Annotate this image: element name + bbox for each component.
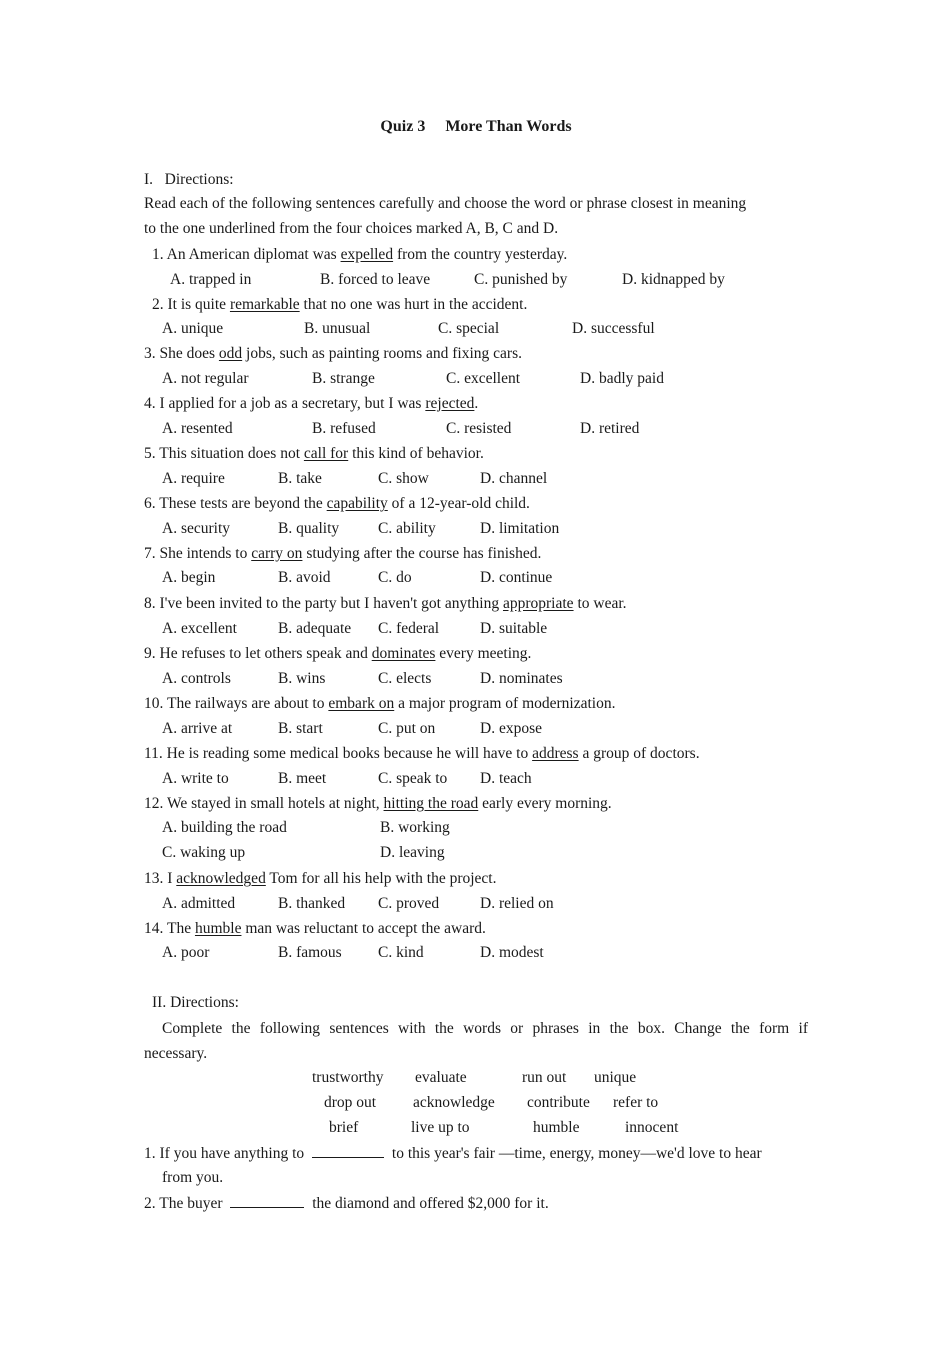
word-box-item: innocent [625, 1119, 679, 1136]
section1-directions-line1: Read each of the following sentences carefully and choose the word or phrase closest in meaning [144, 195, 747, 212]
answer-option[interactable]: B. wins [278, 670, 326, 687]
answer-option[interactable]: B. quality [278, 520, 340, 537]
section1-directions-line2: to the one underlined from the four choices marked A, B, C and D. [144, 220, 559, 237]
section2-heading: II. Directions: [152, 994, 239, 1011]
word-box-item: humble [533, 1119, 580, 1136]
underlined-word: humble [194, 920, 242, 937]
word-box-item: acknowledge [413, 1094, 495, 1111]
question-text: 9. He refuses to let others speak and [144, 645, 372, 662]
answer-option[interactable]: C. excellent [446, 370, 521, 387]
answer-option[interactable]: B. take [278, 470, 322, 487]
answer-option[interactable]: B. start [278, 720, 323, 737]
word-box-item: brief [329, 1119, 359, 1136]
answer-option[interactable]: D. nominates [480, 670, 563, 687]
word-box-item: live up to [411, 1119, 470, 1136]
underlined-word: expelled [340, 246, 394, 263]
underlined-word: hitting the road [383, 795, 479, 812]
fill-in-sentence [144, 1143, 762, 1164]
question-stem [152, 295, 527, 315]
question-text: from the country yesterday. [393, 246, 568, 263]
answer-option[interactable]: A. require [162, 470, 225, 487]
question-text: . [474, 395, 479, 412]
answer-blank[interactable] [312, 1143, 384, 1158]
question-text: 10. The railways are about to [144, 695, 329, 712]
section1-number: I. [144, 171, 154, 188]
question-stem [152, 245, 567, 265]
question-text: Tom for all his help with the project. [265, 870, 497, 887]
section2-directions-line1: Complete the following sentences with the words or phrases in the box. Change the form if [162, 1020, 808, 1037]
section2-directions-line2: necessary. [144, 1045, 208, 1062]
question-text: 3. She does [144, 345, 219, 362]
question-text: every meeting. [435, 645, 532, 662]
answer-option[interactable]: B. meet [278, 770, 327, 787]
question-text: 2. It is quite [152, 296, 230, 313]
answer-option[interactable]: C. speak to [378, 770, 448, 787]
section1-heading [144, 170, 234, 190]
underlined-word: appropriate [502, 595, 574, 612]
answer-blank[interactable] [230, 1193, 304, 1208]
sentence-text: to this year's fair —time, energy, money—we'd love to hear [388, 1145, 762, 1162]
question-text: that no one was hurt in the accident. [299, 296, 528, 313]
question-text: 11. He is reading some medical books because he will have to [144, 745, 533, 762]
answer-option[interactable]: A. arrive at [162, 720, 233, 737]
answer-option[interactable]: B. strange [312, 370, 375, 387]
underlined-word: embark on [328, 695, 395, 712]
underlined-word: call for [303, 445, 349, 462]
sentence-text: the diamond and offered $2,000 for it. [308, 1195, 549, 1212]
answer-option[interactable]: D. continue [480, 569, 553, 586]
question-stem [144, 394, 478, 414]
question-stem [144, 744, 700, 764]
answer-option[interactable]: B. forced to leave [320, 271, 431, 288]
page-title: Quiz 3 More Than Words [380, 118, 572, 135]
question-stem [144, 919, 486, 939]
underlined-word: carry on [251, 545, 303, 562]
answer-option[interactable]: D. suitable [480, 620, 548, 637]
answer-option[interactable]: A. resented [162, 420, 233, 437]
question-text: early every morning. [478, 795, 612, 812]
word-box-item: evaluate [415, 1069, 467, 1086]
answer-option[interactable]: A. controls [162, 670, 231, 687]
answer-option[interactable]: D. kidnapped by [622, 271, 725, 288]
question-stem [144, 494, 530, 514]
answer-option[interactable]: D. retired [580, 420, 640, 437]
question-text: 1. An American diplomat was [152, 246, 341, 263]
question-text: jobs, such as painting rooms and fixing cars. [242, 345, 522, 362]
question-text: 5. This situation does not [144, 445, 304, 462]
word-box-item: drop out [324, 1094, 377, 1111]
answer-option[interactable]: C. resisted [446, 420, 512, 437]
question-text: studying after the course has finished. [302, 545, 542, 562]
question-text: of a 12-year-old child. [387, 495, 530, 512]
underlined-word: remarkable [229, 296, 300, 313]
answer-option[interactable]: C. do [378, 569, 412, 586]
answer-option[interactable]: C. elects [378, 670, 432, 687]
section1-heading-text: Directions: [164, 171, 234, 188]
word-box-item: unique [594, 1069, 637, 1086]
question-stem [144, 444, 484, 464]
answer-option[interactable]: D. modest [480, 944, 544, 961]
question-text: man was reluctant to accept the award. [241, 920, 486, 937]
answer-option[interactable]: D. channel [480, 470, 548, 487]
answer-option[interactable]: C. kind [378, 944, 424, 961]
answer-option[interactable]: A. unique [162, 320, 224, 337]
question-stem [144, 544, 541, 564]
question-stem [144, 344, 522, 364]
question-text: 8. I've been invited to the party but I haven't got anything [144, 595, 503, 612]
answer-option[interactable]: A. admitted [162, 895, 236, 912]
underlined-word: dominates [371, 645, 436, 662]
answer-option[interactable]: A. begin [162, 569, 216, 586]
question-text: 13. I [144, 870, 177, 887]
answer-option[interactable]: D. successful [572, 320, 655, 337]
answer-option[interactable]: A. poor [162, 944, 210, 961]
answer-option[interactable]: C. waking up [162, 844, 246, 861]
answer-option[interactable]: B. famous [278, 944, 342, 961]
word-box-item: run out [522, 1069, 567, 1086]
question-text: 14. The [144, 920, 195, 937]
question-stem [144, 694, 615, 714]
answer-option[interactable]: B. refused [312, 420, 376, 437]
answer-option[interactable]: A. not regular [162, 370, 249, 387]
answer-option[interactable]: D. limitation [480, 520, 560, 537]
answer-option[interactable]: C. proved [378, 895, 440, 912]
answer-option[interactable]: B. thanked [278, 895, 346, 912]
question-text: 7. She intends to [144, 545, 252, 562]
answer-option[interactable]: C. show [378, 470, 429, 487]
underlined-word: odd [218, 345, 243, 362]
question-text: this kind of behavior. [348, 445, 484, 462]
fill-in-sentence [144, 1193, 549, 1214]
question-text: 6. These tests are beyond the [144, 495, 327, 512]
answer-option[interactable]: A. security [162, 520, 231, 537]
underlined-word: rejected [425, 395, 475, 412]
answer-option[interactable]: B. working [380, 819, 450, 836]
underlined-word: address [532, 745, 579, 762]
answer-option[interactable]: D. expose [480, 720, 542, 737]
answer-option[interactable]: C. put on [378, 720, 436, 737]
question-text: a major program of modernization. [394, 695, 616, 712]
answer-option[interactable]: C. ability [378, 520, 436, 537]
question-text: a group of doctors. [578, 745, 700, 762]
question-text: 12. We stayed in small hotels at night, [144, 795, 384, 812]
answer-option[interactable]: C. punished by [474, 271, 568, 288]
answer-option[interactable]: A. write to [162, 770, 229, 787]
question-text: to wear. [573, 595, 627, 612]
sentence-text: 1. If you have anything to [144, 1145, 309, 1162]
underlined-word: acknowledged [176, 870, 266, 887]
word-box-item: refer to [613, 1094, 659, 1111]
question-stem [144, 794, 612, 814]
underlined-word: capability [326, 495, 388, 512]
word-box-item: trustworthy [312, 1069, 384, 1086]
answer-option[interactable]: A. building the road [162, 819, 287, 836]
answer-option[interactable]: D. leaving [380, 844, 445, 861]
sentence-text: 2. The buyer [144, 1195, 227, 1212]
question-stem [144, 869, 496, 889]
answer-option[interactable]: D. teach [480, 770, 532, 787]
answer-option[interactable]: C. federal [378, 620, 440, 637]
answer-option[interactable]: B. unusual [304, 320, 371, 337]
answer-option[interactable]: A. excellent [162, 620, 237, 637]
question-stem [144, 644, 531, 664]
answer-option[interactable]: B. adequate [278, 620, 352, 637]
question-stem [144, 594, 627, 614]
answer-option[interactable]: C. special [438, 320, 500, 337]
answer-option[interactable]: D. relied on [480, 895, 554, 912]
answer-option[interactable]: B. avoid [278, 569, 331, 586]
question-text: 4. I applied for a job as a secretary, but I was [144, 395, 426, 412]
answer-option[interactable]: D. badly paid [580, 370, 664, 387]
answer-option[interactable]: A. trapped in [170, 271, 252, 288]
sentence-continuation: from you. [162, 1169, 224, 1186]
word-box-item: contribute [527, 1094, 590, 1111]
